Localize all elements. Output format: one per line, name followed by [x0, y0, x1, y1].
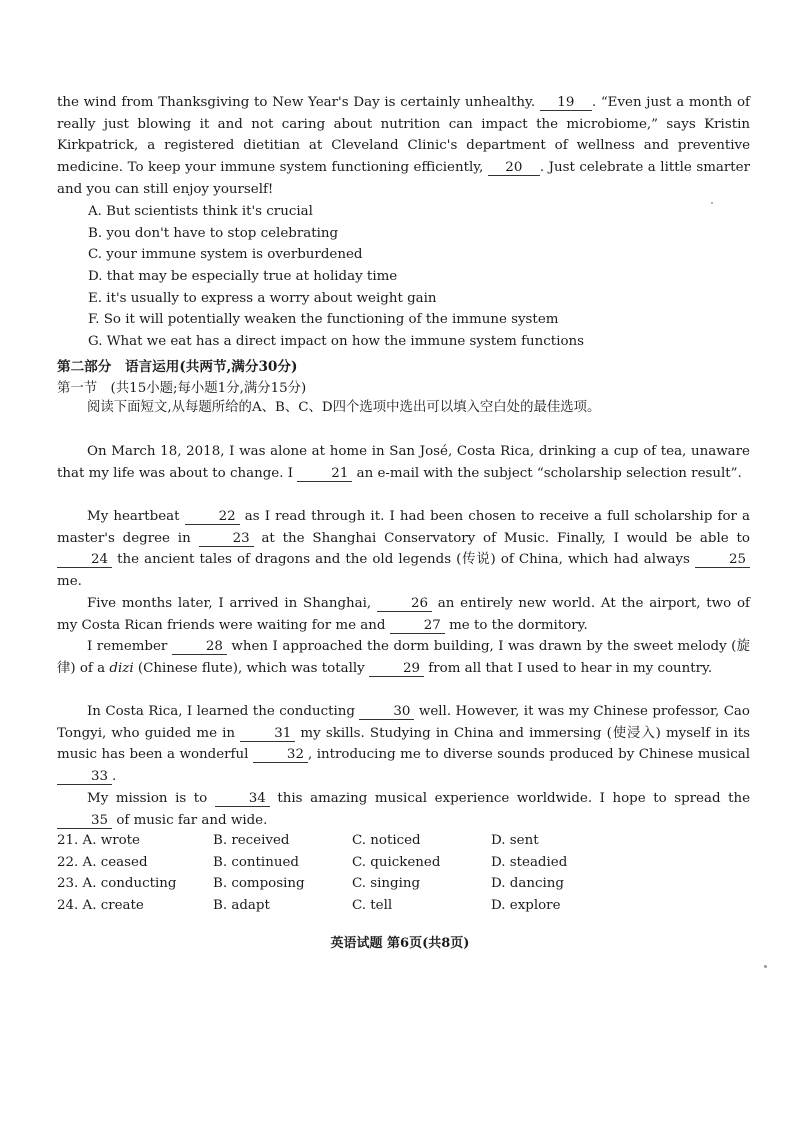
part-title: 第二部分 语言运用(共两节,满分30分)	[57, 359, 298, 375]
option-d: D. that may be especially true at holiday time	[88, 269, 398, 284]
blank-21: 21	[297, 466, 352, 482]
exam-page: the wind from Thanksgiving to New Year's Day is certainly unhealthy. 19 . “Even just a month of really just blowing it and not caring about nutrition can impact the microbiome,” says Kristin Kirkpatrick, a registered dietitian at Cleveland Clinic's department of wellness and preventive medicine. To keep your immune system functioning efficiently, 20 . Just celebrate a little smarter and you can still enjoy yourself! A. But scientists think it's crucial B. you don't have to stop celebrating C. your immune system is overburdened D. that may be especially true at holiday time E. it's usually to express a worry about weight gain F. So it will potentially weaken the functioning of the immune system G. What we eat has a direct impact on how the immune system functions 第二部分 语言运用(共两节,满分30分) 第一节 (共15小题;每小题1分,满分15分) 阅读下面短文,从每题所给的A、B、C、D四个选项中选出可以填入空白处的最佳选项。 On March 18, 2018, I was alone at home in San José, Costa Rica, drinking a cup of tea, unaware that my life was about to change. I 21 an e-mail with the subject “scholarship selection result”. My heartbeat 22 as I read through it. I had been chosen to receive a full scholarship for a master's degree in 23 at the Shanghai Conservatory of Music. Finally, I would be able to 24 the ancient tales of dragons and the old legends (传说) of China, which had always 25 me. Five months later, I arrived in Shanghai, 26 an entirely new world. At the airport, two of my Costa Rican friends were waiting for me and 27 me to the dormitory. I remember 28 when I approached the dorm building, I was drawn by the sweet melody (旋律) of a dizi (Chinese flute), which was totally 29 from all that I used to hear in my country. In Costa Rica, I learned the conducting 30 well. However, it was my Chinese professor, Cao Tongyi, who guided me in 31 my skills. Studying in China and immersing (使浸入) myself in its music has been a wonderful 32 , introducing me to diverse sounds produced by Chinese musical 33 . My mission is to 34 this amazing musical experience worldwide. I hope to spread the 35 of music far and wide. 21. A. wrote B. received C. noticed D. sent 22. A. ceased B. continued C. quickened D. steadied 23. A. conducting B. composing C. singing D. dancing 24. A. create B. adapt C. tell D. explore 英语试题 第6页(共8页)	[0, 0, 800, 1132]
cloze-paragraph-6: My mission is to 34 this amazing musical experience worldwide. I hope to spread the 35 of music far and wide.	[57, 788, 750, 831]
blank-34: 34	[215, 791, 270, 807]
instruction: 阅读下面短文,从每题所给的A、B、C、D四个选项中选出可以填入空白处的最佳选项。	[87, 400, 601, 415]
blank-22: 22	[185, 509, 240, 525]
blank-31: 31	[240, 726, 295, 742]
cloze-paragraph-5: In Costa Rica, I learned the conducting 30 well. However, it was my Chinese professor, Cao Tongyi, who guided me in 31 my skills. Studying in China and immersing (使浸入) myself in its music has been a wonderful 32 , introducing me to diverse sounds produced by Chinese musical 33 .	[57, 704, 751, 785]
blank-19: 19	[540, 95, 592, 111]
blank-24: 24	[57, 552, 112, 568]
blank-27: 27	[390, 618, 445, 634]
scan-speck	[711, 202, 713, 204]
blank-29: 29	[369, 661, 424, 677]
cloze-paragraph-3: Five months later, I arrived in Shanghai, 26 an entirely new world. At the airport, two of my Costa Rican friends were waiting for me and 27 me to the dormitory.	[57, 596, 750, 633]
option-c: C. your immune system is overburdened	[88, 247, 363, 262]
blank-26: 26	[377, 596, 432, 612]
option-f: F. So it will potentially weaken the functioning of the immune system	[88, 312, 559, 327]
option-e: E. it's usually to express a worry about weight gain	[88, 291, 437, 306]
blank-23: 23	[199, 531, 254, 547]
cloze-paragraph-2: My heartbeat 22 as I read through it. I had been chosen to receive a full scholarship for a master's degree in 23 at the Shanghai Conservatory of Music. Finally, I would be able to 24 the ancient tales of dragons and the old legends (传说) of China, which had always 25 me.	[57, 509, 750, 590]
passage-top: the wind from Thanksgiving to New Year's Day is certainly unhealthy. 19 . “Even just a month of really just blowing it and not caring about nutrition can impact the microbiome,” says Kristin Kirkpatrick, a registered dietitian at Cleveland Clinic's department of wellness and preventive medicine. To keep your immune system functioning efficiently, 20 . Just celebrate a little smarter and you can still enjoy yourself!	[57, 95, 751, 197]
option-g: G. What we eat has a direct impact on how the immune system functions	[88, 334, 585, 349]
option-b: B. you don't have to stop celebrating	[88, 226, 339, 241]
cloze-paragraph-1: On March 18, 2018, I was alone at home in San José, Costa Rica, drinking a cup of tea, unaware that my life was about to change. I 21 an e-mail with the subject “scholarship selection result”.	[57, 444, 750, 481]
blank-20: 20	[488, 160, 540, 176]
page-footer: 英语试题 第6页(共8页)	[330, 936, 470, 951]
cloze-paragraph-4: I remember 28 when I approached the dorm building, I was drawn by the sweet melody (旋律) of a dizi (Chinese flute), which was totally 29 from all that I used to hear in my country.	[57, 639, 751, 676]
sub-title: 第一节 (共15小题;每小题1分,满分15分)	[57, 381, 307, 396]
blank-33: 33	[57, 769, 112, 785]
option-a: A. But scientists think it's crucial	[88, 204, 313, 219]
blank-32: 32	[253, 747, 308, 763]
blank-35: 35	[57, 813, 112, 829]
blank-30: 30	[359, 704, 414, 720]
scan-speck	[764, 965, 767, 968]
blank-25: 25	[695, 552, 750, 568]
blank-28: 28	[172, 639, 227, 655]
